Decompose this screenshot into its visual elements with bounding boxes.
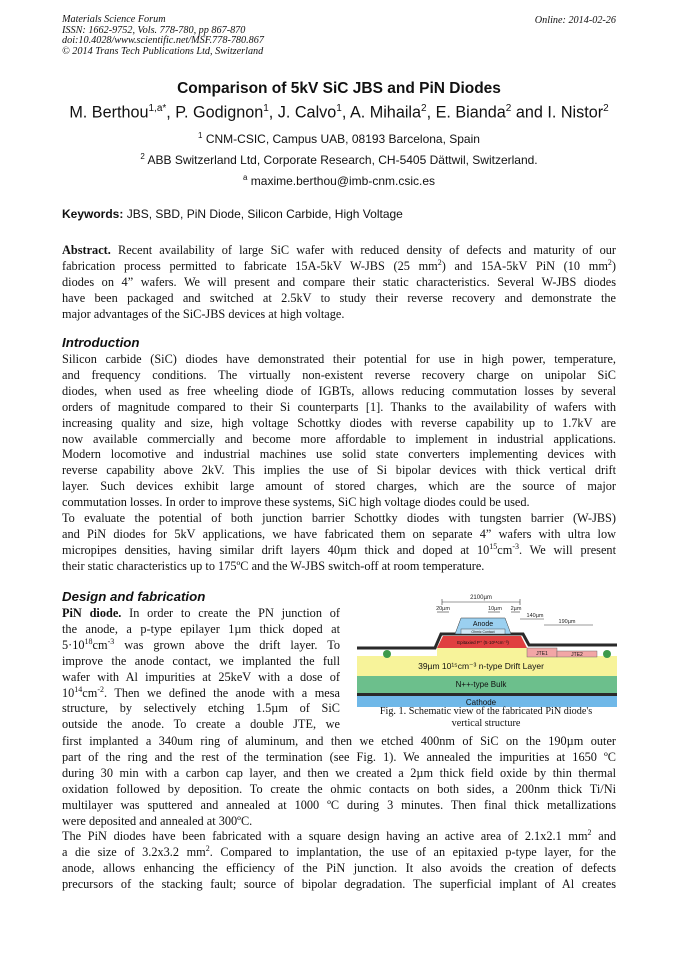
intro-line: layer. Such devices exhibit large amount of stored charges, which are the source of major [62, 479, 616, 494]
text-run: . Compared to implantation, the use of an epitaxied p-type layer, for the [209, 845, 616, 860]
keywords-text: JBS, SBD, PiN Diode, Silicon Carbide, High Voltage [126, 207, 403, 221]
intro-line: To evaluate the potential of both junction barrier Schottky diodes with tungsten barrier (W-JBS) [62, 511, 616, 526]
pin-diode-label: PiN diode. [62, 606, 122, 620]
design-line: during 30 min with a carbon cap layer, and then we created a 2µm thick field oxide by thin thermal [62, 765, 616, 780]
section-heading-design: Design and fabrication [62, 589, 206, 604]
design-line: first implanted a 340um ring of aluminum, and then we etched 400nm of SiC on the 190µm outer [62, 734, 616, 748]
design-body [62, 734, 616, 893]
design-line [62, 829, 616, 845]
dim-label-2: 2µm [510, 606, 522, 612]
drift-label: 39µm 10¹⁵cm⁻³ n-type Drift Layer [418, 661, 544, 671]
superscript: 2 [607, 257, 612, 267]
design-line: precursors of the stacking fault; source of bipolar degradation. The superficial implant of Al creates [62, 877, 616, 892]
introduction-body [62, 352, 616, 575]
intro-line: Modern locomotive and industrial machines use solid state converters implementing devices with [62, 447, 616, 462]
doi-line: doi:10.4028/www.scientific.net/MSF.778-780.867 [62, 35, 264, 47]
text-run: ) and 15A-5kV PiN (10 mm [441, 258, 608, 273]
dim-label-2100: 2100µm [470, 595, 492, 601]
abstract-line: diodes on 4” wafers. We will present and compare their static characteristics. Several W-JBS diodes [62, 274, 616, 289]
author-sup: 1,a* [148, 103, 167, 114]
anode-label: Anode [472, 621, 494, 628]
epi-label: Epitaxied P⁺ (5·10¹⁸cm⁻³) [457, 640, 509, 645]
superscript: -2 [97, 684, 104, 694]
text-run: . We will present [519, 542, 616, 557]
design-line: multilayer was sputtered and annealed at 1000 ºC during 3 minutes. Then final thick metallizations [62, 797, 616, 812]
superscript: 2 [437, 257, 442, 267]
section-heading-introduction: Introduction [62, 335, 140, 350]
copyright-line: © 2014 Trans Tech Publications Ltd, Switzerland [62, 45, 264, 57]
author-separator: , [426, 103, 436, 122]
intro-line: Silicon carbide (SiC) diodes have demonstrated their potential for use in high power, temperature, [62, 352, 616, 366]
jte1-label: JTE1 [536, 651, 548, 657]
intro-line: their static characteristics up to 175ºC and the W-JBS switch-off at room temperature. [62, 558, 485, 573]
intro-line: commutation losses. In order to improve these systems, SiC high voltage diodes could be used. [62, 495, 530, 510]
author-sup: 2 [603, 103, 609, 114]
text-run: . Then we defined the anode with a mesa [104, 685, 340, 700]
design-line: anode, allows enhancing the efficiency of the PiN junction. It also avoids the creation of defects [62, 861, 616, 876]
figure-caption [357, 706, 615, 730]
cathode-label: Cathode [465, 698, 497, 707]
author-and: and [511, 103, 548, 122]
text-run: micropipes densities, having similar drift layers 40µm thick and doped at 10 [62, 542, 490, 557]
dim-label-140: 140µm [526, 613, 544, 619]
ohmic-label: Ohmic Contact [471, 630, 495, 634]
email-text: maxime.berthou@imb-cnm.csic.es [250, 174, 436, 188]
journal-header [62, 15, 264, 57]
journal-name: Materials Science Forum [62, 14, 166, 25]
intro-line: and frequency conditions. The virtually non-existent reverse recovery charge on unipolar SiC [62, 367, 616, 382]
superscript: 2 [205, 844, 210, 854]
abstract [62, 243, 616, 323]
design-column-text [62, 606, 340, 733]
text-run: ) [611, 258, 617, 273]
jte2-label: JTE2 [571, 652, 583, 658]
design-line: outside the anode. To create a double JTE, we [62, 717, 340, 732]
pin-diode-cross-section-figure [357, 590, 617, 720]
design-line [62, 606, 340, 622]
dim-label-20: 20µm [436, 606, 450, 612]
text-run: cm [497, 542, 513, 557]
superscript: 2 [587, 828, 592, 838]
author-sup: 1 [263, 103, 269, 114]
author-list [0, 103, 678, 122]
aff-text: CNM-CSIC, Campus UAB, 08193 Barcelona, Spain [205, 132, 480, 146]
design-line: part of the ring and the rest of the termination (see Fig. 1). We annealed the impurities at 1650 ºC [62, 749, 616, 764]
superscript: -3 [107, 636, 115, 646]
text-run: cm [82, 685, 98, 700]
abstract-line [62, 259, 616, 275]
paper-title: Comparison of 5kV SiC JBS and PiN Diodes [177, 80, 501, 97]
bulk-label: N++-type Bulk [455, 680, 507, 689]
design-line: oxidation followed by deposition. To create the ohmic contacts on both sides, a 200nm thick Ti/Ni [62, 781, 616, 796]
affiliation-1 [0, 131, 678, 146]
author: E. Bianda [435, 103, 506, 122]
intro-line: now available commercially and become more affordable to implement in industrial applications. [62, 431, 616, 446]
text-run: a die size of 3.2x3.2 mm [62, 845, 206, 860]
text-run: was grown above the drift layer. To [114, 637, 340, 652]
superscript: 14 [74, 684, 83, 694]
caption-line: vertical structure [451, 718, 521, 729]
abstract-line: major advantages of the SiC-JBS devices at high voltage. [62, 306, 345, 321]
decorative-dot [383, 650, 391, 658]
author-separator: , [166, 103, 176, 122]
intro-line [62, 543, 616, 559]
aff-sup: 2 [140, 152, 145, 161]
aff-text: ABB Switzerland Ltd, Corporate Research, CH-5405 Dättwil, Switzerland. [147, 153, 538, 167]
dim-label-10: 10µm [488, 606, 502, 612]
decorative-dot [603, 650, 611, 658]
author-email [0, 173, 678, 188]
author-separator: , [341, 103, 350, 122]
abstract-line [62, 243, 616, 259]
author-separator: , [268, 103, 278, 122]
design-line: were deposited and annealed at 300ºC. [62, 813, 253, 828]
superscript: 18 [84, 636, 93, 646]
intro-line: orders of magnitude compared to their Si counterparts [1]. Thanks to the availability of wafers with [62, 399, 616, 414]
design-line: the anode, a p-type epilayer 1µm thick doped at [62, 621, 340, 636]
intro-line: increasing quality and size, high voltage Schottky diodes with reverse capability up to 1.7kV are [62, 415, 616, 430]
text-run: 5·10 [62, 637, 85, 652]
author: M. Berthou [69, 103, 149, 122]
dim-label-190: 190µm [558, 619, 576, 625]
online-date: Online: 2014-02-26 [534, 15, 616, 26]
abstract-label: Abstract. [62, 243, 111, 257]
design-line: structure, by selectively etching 1.5µm of SiC [62, 701, 340, 716]
design-line [62, 638, 340, 654]
design-line [62, 845, 616, 861]
text-run: The PiN diodes have been fabricated with a square design having an active area of 2.1x2.1 mm [62, 829, 588, 844]
abstract-line: have been packaged and switched at 2.5kV to study their reverse recovery and demonstrate the [62, 290, 616, 305]
text-run: fabrication process permitted to fabricate 15A-5kV W-JBS (25 mm [62, 258, 438, 273]
author-sup: 2 [421, 103, 427, 114]
author: P. Godignon [175, 103, 264, 122]
aff-sup: a [242, 173, 248, 182]
cathode-metal [357, 693, 617, 696]
author-sup: 2 [505, 103, 512, 114]
affiliation-2 [0, 152, 678, 167]
caption-line: Fig. 1. Schematic view of the fabricated PiN diode's [379, 706, 593, 717]
text-run: Recent availability of large SiC wafer with reduced density of defects and maturity of our [110, 243, 616, 257]
author: J. Calvo [277, 103, 337, 122]
issn-line: ISSN: 1662-9752, Vols. 778-780, pp 867-870 [62, 24, 246, 36]
superscript: -3 [512, 541, 519, 551]
author: A. Mihaila [349, 103, 422, 122]
aff-sup: 1 [198, 131, 203, 140]
text-run: 10 [62, 685, 75, 700]
design-line: wafer with Al impurities at 25keV with a dose of [62, 669, 340, 684]
intro-line: reverse capability above 2kV. This implies the use of Si bipolar devices with thick vertical drift [62, 463, 616, 478]
keywords-label: Keywords: [62, 207, 124, 221]
intro-line: diodes, when used as free wheeling diode of IGBTs, allows reducing commutation losses by several [62, 383, 616, 398]
author: I. Nistor [547, 103, 604, 122]
text-run: cm [92, 637, 108, 652]
design-line: improve the anode contact, we implanted the full [62, 653, 340, 668]
superscript: 15 [489, 541, 498, 551]
text-run: In order to create the PN junction of [121, 606, 340, 620]
intro-line: and PiN diodes for 5kV applications, we have fabricated them on separate 4” wafers with ultra low [62, 526, 616, 541]
author-sup: 1 [336, 103, 342, 114]
keywords [62, 207, 403, 221]
text-run: and [591, 829, 616, 844]
design-line [62, 686, 340, 702]
